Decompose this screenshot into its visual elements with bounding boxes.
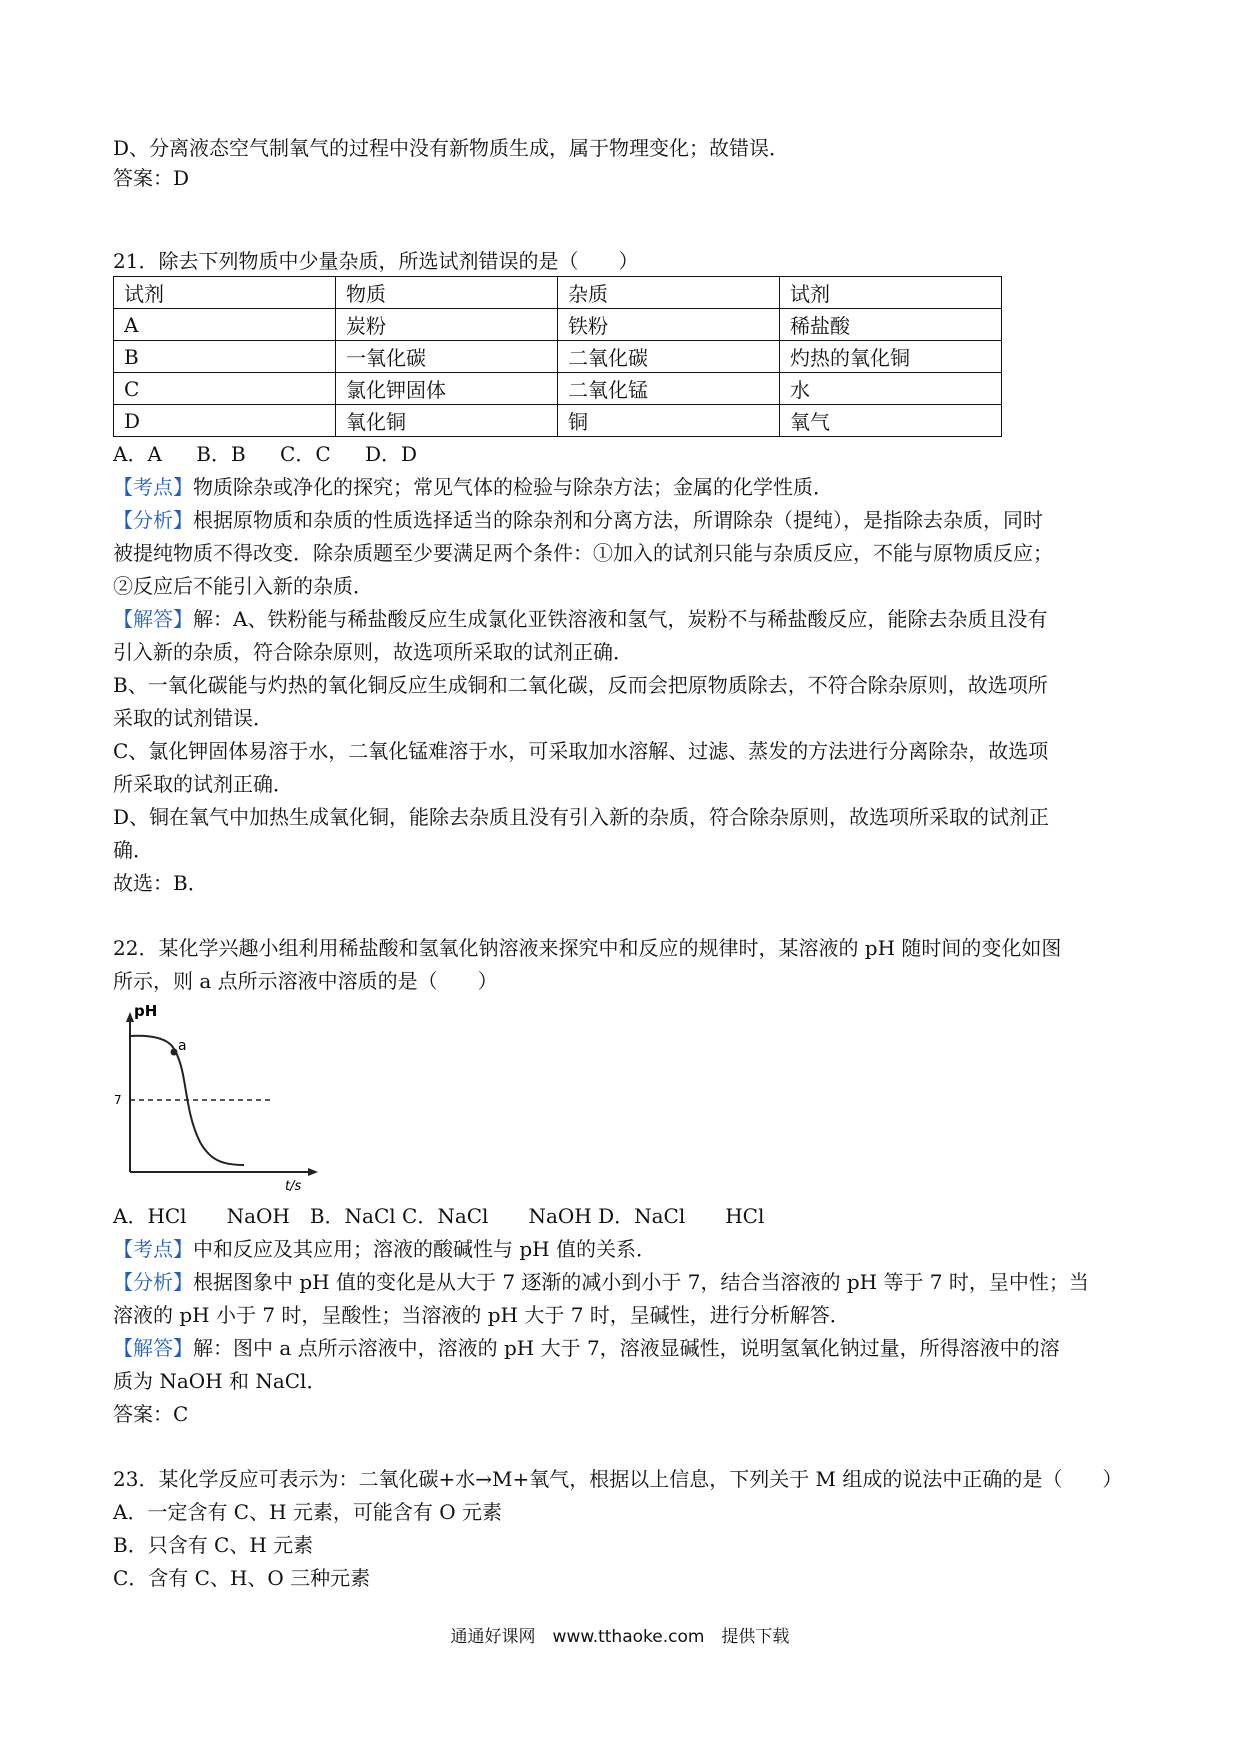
table-row [114, 373, 1002, 405]
table-cell: 水 [780, 373, 1002, 405]
table-cell: 二氧化锰 [558, 373, 780, 405]
kaodian-tag: 【考点】 [113, 1237, 193, 1261]
q22-kaodian [113, 1235, 656, 1263]
fenxi-text: 根据原物质和杂质的性质选择适当的除杂剂和分离方法，所谓除杂（提纯），是指除去杂质，同时 [193, 508, 1043, 532]
kaodian-text: 物质除杂或净化的探究；常见气体的检验与除杂方法；金属的化学性质． [193, 475, 833, 499]
prev-answer: 答案：D [113, 166, 190, 190]
tick-7-label: 7 [114, 1093, 122, 1107]
y-axis-label: pH [134, 1002, 158, 1020]
table-cell: C [114, 373, 336, 405]
table-cell: 二氧化碳 [558, 341, 780, 373]
q21-jieda-line: B、一氧化碳能与灼热的氧化铜反应生成铜和二氧化碳，反而会把原物质除去，不符合除杂原则，故选项所 [113, 673, 1048, 697]
table-cell: 铜 [558, 405, 780, 437]
q22-stem: 所示，则 a 点所示溶液中溶质的是（ ） [113, 969, 498, 993]
q22-options: A．HCl NaOH B．NaCl C．NaCl NaOH D．NaCl HCl [113, 1204, 765, 1228]
q21-jieda-line: D、铜在氧气中加热生成氧化铜，能除去杂质且没有引入新的杂质，符合除杂原则，故选项所采取的试剂正 [113, 805, 1050, 829]
ph-curve [130, 1036, 244, 1165]
option-a: A．A [113, 442, 162, 466]
table-cell: 灼热的氧化铜 [780, 341, 1002, 373]
q23-option-b: B．只含有 C、H 元素 [113, 1533, 314, 1557]
table-cell: 炭粉 [336, 309, 558, 341]
table-row [114, 309, 1002, 341]
table-cell: 氧气 [780, 405, 1002, 437]
q22-jieda-line [113, 1334, 1060, 1362]
q21-jieda-line: 故选：B． [113, 871, 208, 895]
q21-jieda-line: C、氯化钾固体易溶于水，二氧化锰难溶于水，可采取加水溶解、过滤、蒸发的方法进行分离除杂，故选项 [113, 739, 1049, 763]
table-cell: 稀盐酸 [780, 309, 1002, 341]
table-cell: 一氧化碳 [336, 341, 558, 373]
table-cell: A [114, 309, 336, 341]
q21-jieda-line: 所采取的试剂正确． [113, 772, 293, 796]
table-row [114, 405, 1002, 437]
q21-fenxi-line: ②反应后不能引入新的杂质． [113, 574, 373, 598]
q21-options [113, 440, 417, 468]
q21-fenxi-line: 被提纯物质不得改变．除杂质题至少要满足两个条件：①加入的试剂只能与杂质反应，不能与原物质反应； [113, 541, 1053, 565]
q21-jieda-line: 引入新的杂质，符合除杂原则，故选项所采取的试剂正确． [113, 640, 633, 664]
table-cell: 氧化铜 [336, 405, 558, 437]
table-header-cell: 试剂 [114, 277, 336, 309]
table-header-cell: 物质 [336, 277, 558, 309]
option-d: D．D [364, 442, 418, 466]
table-row [114, 341, 1002, 373]
prev-answer-line-d: D、分离液态空气制氧气的过程中没有新物质生成，属于物理变化；故错误． [113, 136, 790, 160]
page-footer: 通通好课网 www.tthaoke.com 提供下载 [450, 1627, 790, 1647]
kaodian-text: 中和反应及其应用；溶液的酸碱性与 pH 值的关系． [193, 1237, 656, 1261]
jieda-tag: 【解答】 [113, 607, 193, 631]
table-cell: 氯化钾固体 [336, 373, 558, 405]
q21-fenxi-line [113, 506, 1043, 534]
q22-stem: 22．某化学兴趣小组利用稀盐酸和氢氧化钠溶液来探究中和反应的规律时，某溶液的 pH 随时间的变化如图 [113, 936, 1062, 960]
q21-stem: 21．除去下列物质中少量杂质，所选试剂错误的是（ ） [113, 249, 639, 273]
table-cell: 铁粉 [558, 309, 780, 341]
table-header-cell: 杂质 [558, 277, 780, 309]
point-a [171, 1049, 178, 1056]
q21-jieda-line [113, 605, 1047, 633]
ph-time-graph [110, 1002, 330, 1192]
table-cell: D [114, 405, 336, 437]
option-b: B．B [196, 442, 246, 466]
q23-stem: 23．某化学反应可表示为：二氧化碳+水→M+氧气，根据以上信息，下列关于 M 组成的说法中正确的是（ ） [113, 1467, 1123, 1491]
q21-table [113, 276, 1002, 437]
table-header-cell: 试剂 [780, 277, 1002, 309]
q22-fenxi-line [113, 1268, 1089, 1296]
table-cell: B [114, 341, 336, 373]
fenxi-text: 根据图象中 pH 值的变化是从大于 7 逐渐的减小到小于 7，结合当溶液的 pH 等于 7 时，呈中性；当 [193, 1270, 1089, 1294]
q21-jieda-line: 采取的试剂错误． [113, 706, 273, 730]
q22-fenxi-line: 溶液的 pH 小于 7 时，呈酸性；当溶液的 pH 大于 7 时，呈碱性，进行分析解答． [113, 1303, 850, 1327]
q21-jieda-line: 确． [113, 838, 153, 862]
q21-kaodian [113, 473, 833, 501]
q22-jieda-line: 质为 NaOH 和 NaCl． [113, 1369, 327, 1393]
jieda-text: 解：图中 a 点所示溶液中，溶液的 pH 大于 7，溶液显碱性，说明氢氧化钠过量，所得溶液中的溶 [193, 1336, 1060, 1360]
q23-option-c: C．含有 C、H、O 三种元素 [113, 1566, 371, 1590]
kaodian-tag: 【考点】 [113, 475, 193, 499]
q23-option-a: A．一定含有 C、H 元素，可能含有 O 元素 [113, 1500, 503, 1524]
fenxi-tag: 【分析】 [113, 1270, 193, 1294]
jieda-tag: 【解答】 [113, 1336, 193, 1360]
fenxi-tag: 【分析】 [113, 508, 193, 532]
q22-answer: 答案：C [113, 1402, 189, 1426]
point-a-label: a [178, 1038, 187, 1054]
jieda-text: 解：A、铁粉能与稀盐酸反应生成氯化亚铁溶液和氢气，炭粉不与稀盐酸反应，能除去杂质且没有 [193, 607, 1048, 631]
table-header-row [114, 277, 1002, 309]
option-c: C．C [280, 442, 331, 466]
y-axis-arrow [126, 1012, 134, 1022]
x-axis-label: t/s [285, 1179, 302, 1192]
x-axis-arrow [308, 1168, 318, 1176]
